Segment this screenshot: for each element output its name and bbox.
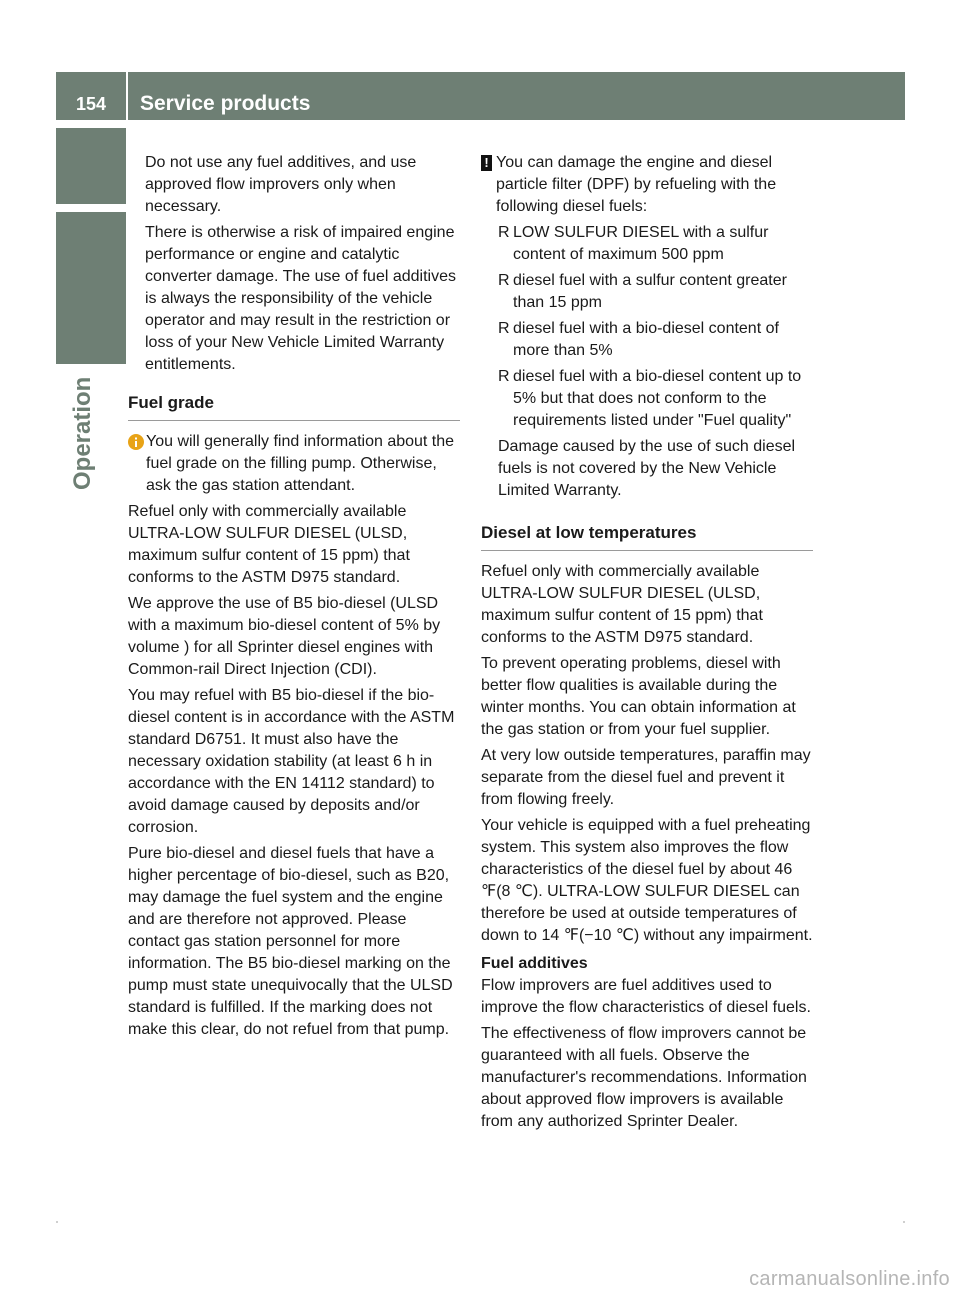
left-column <box>128 152 460 1045</box>
low-temp-paragraph-4: Your vehicle is equipped with a fuel preheating system. This system also improves the flow characteristics of the diesel fuel by about 46 ℉(8 ℃). ULTRA-LOW SULFUR DIESEL can therefore be used at outside temperatures of down to 14 ℉(−10 ℃) without any impairment. <box>481 817 813 944</box>
fuel-additives-heading: Fuel additives <box>481 955 588 972</box>
page-title: Service products <box>140 92 311 115</box>
list-item-text: LOW SULFUR DIESEL with a sulfur content of maximum 500 ppm <box>513 224 769 263</box>
side-tab-label: Operation <box>69 376 96 490</box>
list-item <box>498 270 813 314</box>
warning-outro: Damage caused by the use of such diesel fuels is not covered by the New Vehicle Limited Warranty. <box>498 438 796 499</box>
list-item-text: diesel fuel with a bio-diesel content up to 5% but that does not conform to the requirements listed under "Fuel quality" <box>513 368 802 429</box>
info-note <box>128 431 460 497</box>
header-divider <box>126 72 128 120</box>
warning-note <box>481 152 813 218</box>
footer-dot-right <box>903 1221 905 1223</box>
list-item-text: diesel fuel with a bio-diesel content of more than 5% <box>513 320 779 359</box>
warning-icon: ! <box>481 155 492 171</box>
side-tab-block <box>56 128 126 204</box>
warning-intro: You can damage the engine and diesel particle filter (DPF) by refueling with the following diesel fuels: <box>496 154 777 215</box>
intro-block <box>128 152 460 376</box>
side-tab-block-main <box>56 212 126 364</box>
page-number: 154 <box>75 94 107 114</box>
info-icon <box>128 434 144 450</box>
fuel-grade-heading: Fuel grade <box>128 392 460 421</box>
list-item <box>498 318 813 362</box>
bullet-marker: R <box>498 272 510 289</box>
bullet-marker: R <box>498 368 510 385</box>
low-temp-paragraph-1: Refuel only with commercially available ULTRA-LOW SULFUR DIESEL (ULSD, maximum sulfur content of 15 ppm) that conforms to the ASTM D975 standard. <box>481 563 763 646</box>
low-temp-paragraph-3: At very low outside temperatures, paraffin may separate from the diesel fuel and prevent it from flowing freely. <box>481 747 811 808</box>
low-temp-paragraph-2: To prevent operating problems, diesel with better flow qualities is available during the winter months. You can obtain information at the gas station or from your fuel supplier. <box>481 655 796 738</box>
fuel-grade-paragraph-3: You may refuel with B5 bio-diesel if the bio-diesel content is in accordance with the ASTM standard D6751. It must also have the necessary oxidation stability (at least 6 h in accordance with the EN 14112 standard) to avoid damage caused by deposits and/or corrosion. <box>128 687 455 836</box>
additives-paragraph-2: The effectiveness of flow improvers cannot be guaranteed with all fuels. Observe the manufacturer's recommendations. Information about approved flow improvers is available from any authorized Sprinter Dealer. <box>481 1025 807 1130</box>
footer-dot-left <box>56 1221 58 1223</box>
bullet-marker: R <box>498 320 510 337</box>
warning-bullet-list <box>481 222 813 432</box>
list-item-text: diesel fuel with a sulfur content greater than 15 ppm <box>513 272 787 311</box>
fuel-grade-paragraph-2: We approve the use of B5 bio-diesel (ULSD with a maximum bio-diesel content of 5% by volume ) for all Sprinter diesel engines with Common-rail Direct Injection (CDI). <box>128 595 441 678</box>
list-item <box>498 222 813 266</box>
list-item <box>498 366 813 432</box>
intro-paragraph-2: There is otherwise a risk of impaired engine performance or engine and catalytic converter damage. The use of fuel additives is always the responsibility of the vehicle operator and may result in the restriction or loss of your New Vehicle Limited Warranty entitlements. <box>145 224 456 373</box>
info-note-text: You will generally find information about the fuel grade on the filling pump. Otherwise, ask the gas station attendant. <box>146 433 455 494</box>
watermark: carmanualsonline.info <box>749 1268 950 1290</box>
additives-paragraph-1: Flow improvers are fuel additives used to improve the flow characteristics of diesel fuels. <box>481 977 811 1016</box>
bullet-marker: R <box>498 224 510 241</box>
right-column <box>481 152 813 1137</box>
fuel-grade-paragraph-4: Pure bio-diesel and diesel fuels that have a higher percentage of bio-diesel, such as B20, may damage the fuel system and the engine and are therefore not approved. Please contact gas station personnel for more information. The B5 bio-diesel marking on the pump must state unequivocally that the ULSD standard is fulfilled. If the marking does not make this clear, do not refuel from that pump. <box>128 845 453 1038</box>
low-temperatures-heading: Diesel at low temperatures <box>481 522 813 551</box>
fuel-grade-paragraph-1: Refuel only with commercially available ULTRA-LOW SULFUR DIESEL (ULSD, maximum sulfur content of 15 ppm) that conforms to the ASTM D975 standard. <box>128 503 410 586</box>
intro-paragraph-1: Do not use any fuel additives, and use approved flow improvers only when necessary. <box>145 154 417 215</box>
